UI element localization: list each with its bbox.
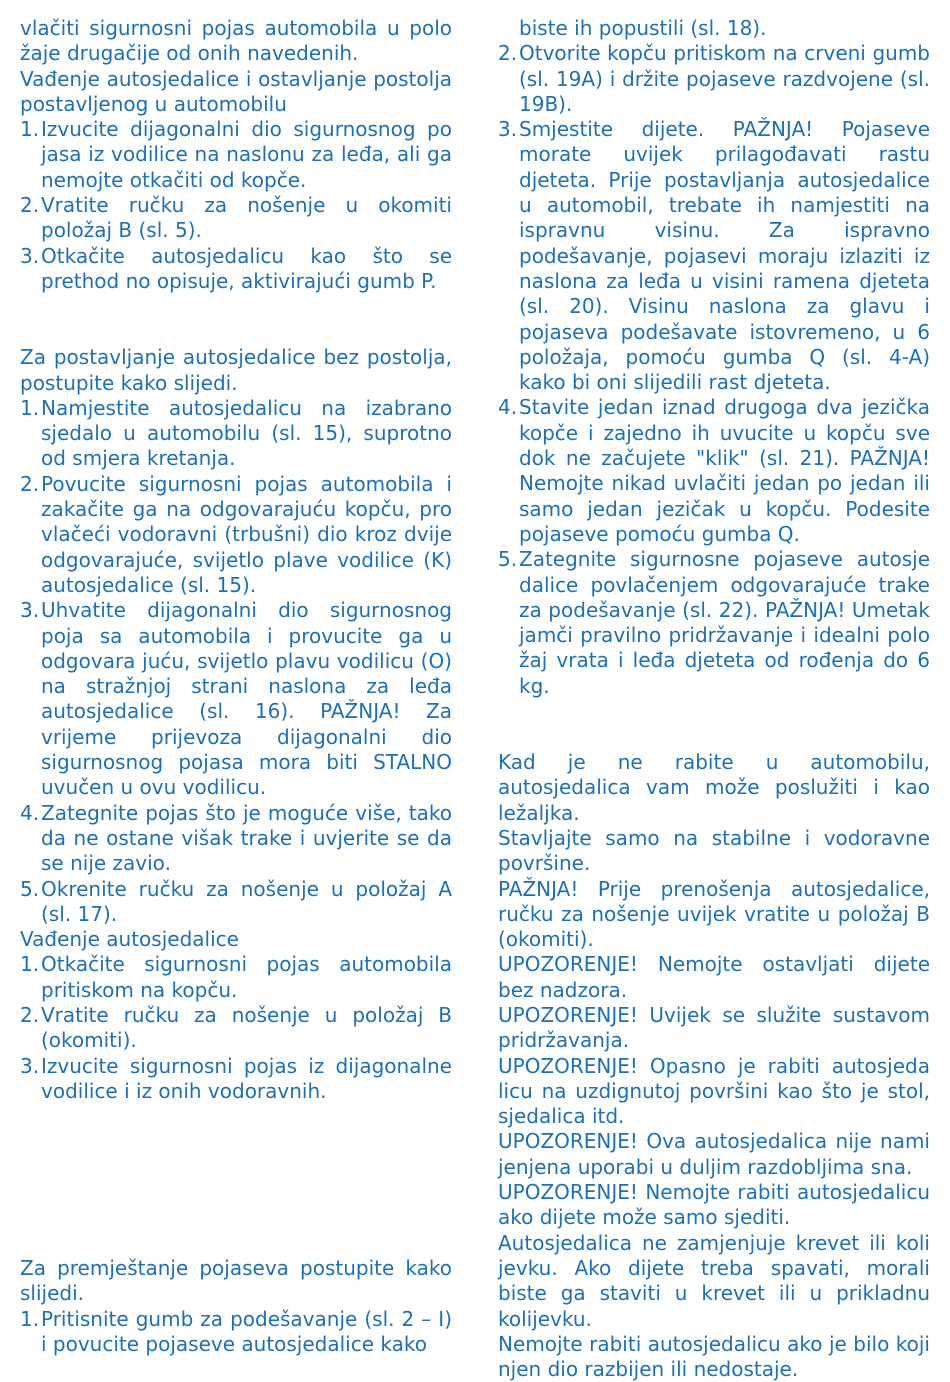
list-item-text: Vratite ručku za nošenje u položaj B (okomiti). <box>41 1002 452 1053</box>
paragraph: Nemojte rabiti autosjedalicu ako je bilo koji njen dio razbijen ili nedostaje. <box>498 1331 930 1382</box>
section-heading: Vađenje autosjedalice i ostavljanje postolja postavljenog u automobilu <box>20 66 452 116</box>
warning-text: UPOZORENJE! Uvijek se služite sustavom pridržavanja. <box>498 1002 930 1053</box>
list-item-text: Zategnite pojas što je moguće više, tako da ne ostane višak trake i uvjerite se da se nije zavio. <box>41 800 452 876</box>
section-heading: Vađenje autosjedalice <box>20 927 239 952</box>
list-item <box>20 1054 452 1105</box>
left-column <box>20 16 452 1357</box>
list-item-text: Namjestite autosjedalicu na izabrano sjedalo u automobilu (sl. 15), suprotno od smjera kretanja. <box>41 395 452 471</box>
list-number: 2. <box>20 1002 40 1027</box>
list-number: 4. <box>498 395 518 420</box>
list-item-text: biste ih popustili (sl. 18). <box>519 16 767 40</box>
list-item <box>20 472 452 598</box>
list-number: 5. <box>498 547 518 572</box>
intro-text: vlačiti sigurnosni pojas automobila u polo žaje drugačije od onih navedenih. <box>20 16 452 66</box>
warning-text: UPOZORENJE! Nemojte rabiti autosjedalicu ako dijete može samo sjediti. <box>498 1180 930 1230</box>
list-number: 3. <box>498 117 518 142</box>
list-item-text: Pritisnite gumb za podešavanje (sl. 2 – I) i povucite pojaseve autosjedalice kako <box>41 1306 452 1357</box>
list-item <box>20 117 452 193</box>
list-number: 1. <box>20 117 40 142</box>
paragraph: Kad je ne rabite u automobilu, autosjedalica vam može poslužiti i kao ležaljka. <box>498 750 930 825</box>
list-item-text: Vratite ručku za nošenje u okomiti položaj B (sl. 5). <box>41 193 452 243</box>
list-item-text: Stavite jedan iznad drugoga dva jezička kopče i zajedno ih uvucite u kopču sve dok ne začujete "klik" (sl. 21). PAŽNJA! Nemojte nikad uvlačiti jedan po jedan ili samo jedan jezičak u kopču. Podesite pojaseve pomoću gumba Q. <box>519 395 930 546</box>
right-column <box>498 16 930 1382</box>
list-item-text: Okrenite ručku za nošenje u položaj A (sl. 17). <box>41 876 452 926</box>
list-item-text: Izvucite sigurnosni pojas iz dijagonalne vodilice i iz onih vodoravnih. <box>41 1053 452 1103</box>
warning-text: PAŽNJA! Prije prenošenja autosjedalice, ručku za nošenje uvijek vratite u položaj B (okomiti). <box>498 876 930 952</box>
list-number: 2. <box>20 193 40 218</box>
list-number: 5. <box>20 876 40 901</box>
list-item-text: Uhvatite dijagonalni dio sigurnosnog poja sa automobila i provucite ga u odgovara juću, svijetlo plavu vodilicu (O) na stražnjoj strani naslona za leđa autosjedalice (sl. 16). PAŽNJA! Za vrijeme prijevoza dijagonalni dio sigurnosnog pojasa mora biti STALNO uvučen u ovu vodilicu. <box>41 598 452 800</box>
list-number: 1. <box>20 395 40 420</box>
list-item-text: Otkačite sigurnosni pojas automobila pritiskom na kopču. <box>41 952 452 1002</box>
list-item <box>498 395 930 547</box>
list-item <box>498 41 930 117</box>
list-number: 3. <box>20 1053 40 1078</box>
list-item-text: Otvorite kopču pritiskom na crveni gumb (sl. 19A) i držite pojaseve razdvojene (sl. 19B). <box>519 41 930 116</box>
list-item <box>20 1003 452 1054</box>
list-number: 1. <box>20 952 40 977</box>
list-number: 1. <box>20 1306 40 1331</box>
list-item <box>20 952 452 1003</box>
list-item <box>20 396 452 472</box>
list-item-text: Povucite sigurnosni pojas automobila i zakačite ga na odgovarajuću kopču, pro vlačeći vodoravni (trbušni) dio kroz dvije odgovarajuće, svijetlo plave vodilice (K) autosjedalice (sl. 15). <box>41 471 452 597</box>
list-item-text: Zategnite sigurnosne pojaseve autosje dalice povlačenjem odgovarajuće trake za podešavanje (sl. 22). PAŽNJA! Umetak jamči pravilno pridržavanje i idealni polo žaj vrata i leđa djeteta od rođenja do 6 kg. <box>519 547 930 698</box>
list-item <box>20 1307 452 1358</box>
list-number: 2. <box>498 41 518 66</box>
paragraph: Za premještanje pojaseva postupite kako slijedi. <box>20 1256 452 1306</box>
list-item <box>20 598 452 800</box>
warning-text: UPOZORENJE! Nemojte ostavljati dijete bez nadzora. <box>498 952 930 1002</box>
list-number: 4. <box>20 800 40 825</box>
list-number: 3. <box>20 598 40 623</box>
list-item-text: Izvucite dijagonalni dio sigurnosnog po jasa iz vodilice na naslonu za leđa, ali ga nemojte otkačiti od kopče. <box>41 117 452 192</box>
list-item <box>20 877 452 928</box>
list-item-continuation <box>498 16 930 41</box>
list-number: 2. <box>20 471 40 496</box>
list-item-text: Otkačite autosjedalicu kao što se prethod no opisuje, aktivirajući gumb P. <box>41 243 452 293</box>
paragraph: Za postavljanje autosjedalice bez postolja, postupite kako slijedi. <box>20 345 452 395</box>
paragraph: Autosjedalica ne zamjenjuje krevet ili koli jevku. Ako dijete treba spavati, morali biste ga staviti u krevet ili u prikladnu kolijevku. <box>498 1230 930 1331</box>
list-item <box>498 117 930 395</box>
list-item-text: Smjestite dijete. PAŽNJA! Pojaseve morate uvijek prilagođavati rastu djeteta. Prije postavljanja autosjedalice u automobil, trebate ih namjestiti na ispravnu visinu. Za ispravno podešavanje, pojasevi moraju izlaziti iz naslona za leđa u visini ramena djeteta (sl. 20). Visinu naslona za glavu i pojaseva podešavate istovremeno, u 6 položaja, pomoću gumba Q (sl. 4-A) kako bi oni slijedili rast djeteta. <box>519 117 930 395</box>
list-item <box>20 244 452 295</box>
list-item <box>20 193 452 244</box>
list-item <box>498 547 930 699</box>
paragraph: Stavljajte samo na stabilne i vodoravne površine. <box>498 825 930 876</box>
warning-text: UPOZORENJE! Ova autosjedalica nije nami jenjena uporabi u duljim razdobljima sna. <box>498 1129 930 1179</box>
list-number: 3. <box>20 243 40 268</box>
warning-text: UPOZORENJE! Opasno je rabiti autosjeda licu na uzdignutoj površini kao što je stol, sjedalica itd. <box>498 1053 930 1129</box>
list-item <box>20 801 452 877</box>
